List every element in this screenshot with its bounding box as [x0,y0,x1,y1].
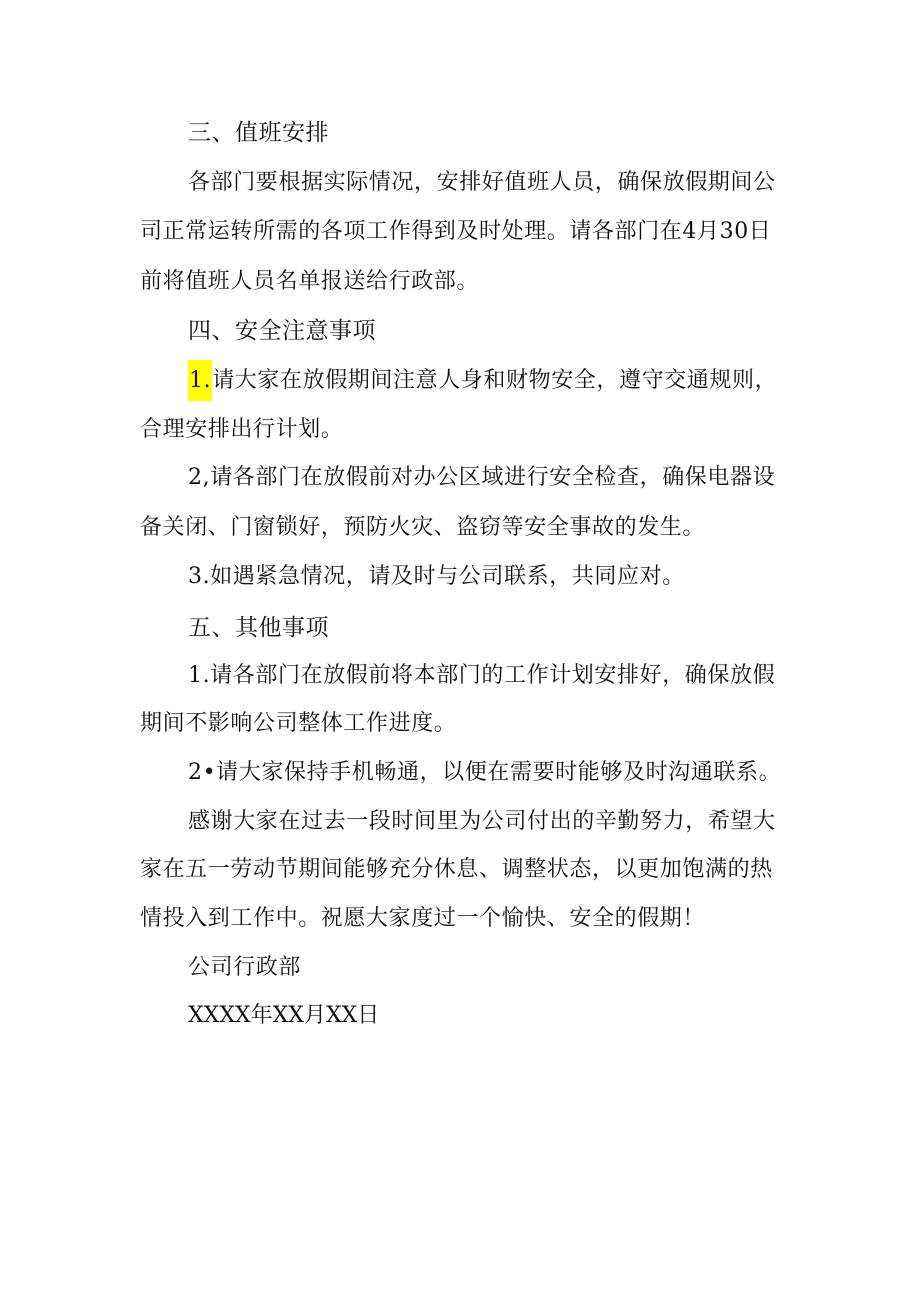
list-item [188,366,777,396]
paragraph-line: 合理安排出行计划。 [140,417,344,442]
list-item: 3.如遇紧急情况，请及时与公司联系，共同应对。 [188,564,685,589]
paragraph-line: 期间不影响公司整体工作进度。 [140,711,457,736]
signature-date: XXXX年XX月XX日 [188,1003,380,1028]
signature-org: 公司行政部 [188,955,302,980]
highlighted-number: 1. [188,360,212,401]
list-item: 2•请大家保持手机畅通，以便在需要时能够及时沟通联系。 [188,760,782,785]
paragraph-line: 司正常运转所需的各项工作得到及时处理。请各部门在4月30日 [140,219,772,244]
closing-paragraph-line: 家在五一劳动节期间能够充分休息、调整状态，以更加饱满的热 [140,857,773,882]
paragraph-line: 各部门要根据实际情况，安排好值班人员，确保放假期间公 [188,170,776,195]
paragraph-line: 备关闭、门窗锁好，预防火灾、盗窃等安全事故的发生。 [140,515,706,540]
section-3-heading: 三、值班安排 [188,120,329,146]
section-5-heading: 五、其他事项 [188,615,329,641]
section-4-heading: 四、安全注意事项 [188,318,376,344]
list-item: 1.请各部门在放假前将本部门的工作计划安排好，确保放假 [188,663,776,688]
list-item: 2,请各部门在放假前对办公区域进行安全检查，确保电器设 [188,465,776,490]
closing-paragraph-line: 感谢大家在过去一段时间里为公司付出的辛勤努力，希望大 [188,809,776,834]
closing-paragraph-line: 情投入到工作中。祝愿大家度过一个愉快、安全的假期！ [140,906,706,931]
paragraph-line: 前将值班人员名单报送给行政部。 [140,269,480,294]
list-item-text: 请大家在放假期间注意人身和财物安全，遵守交通规则， [212,368,778,393]
